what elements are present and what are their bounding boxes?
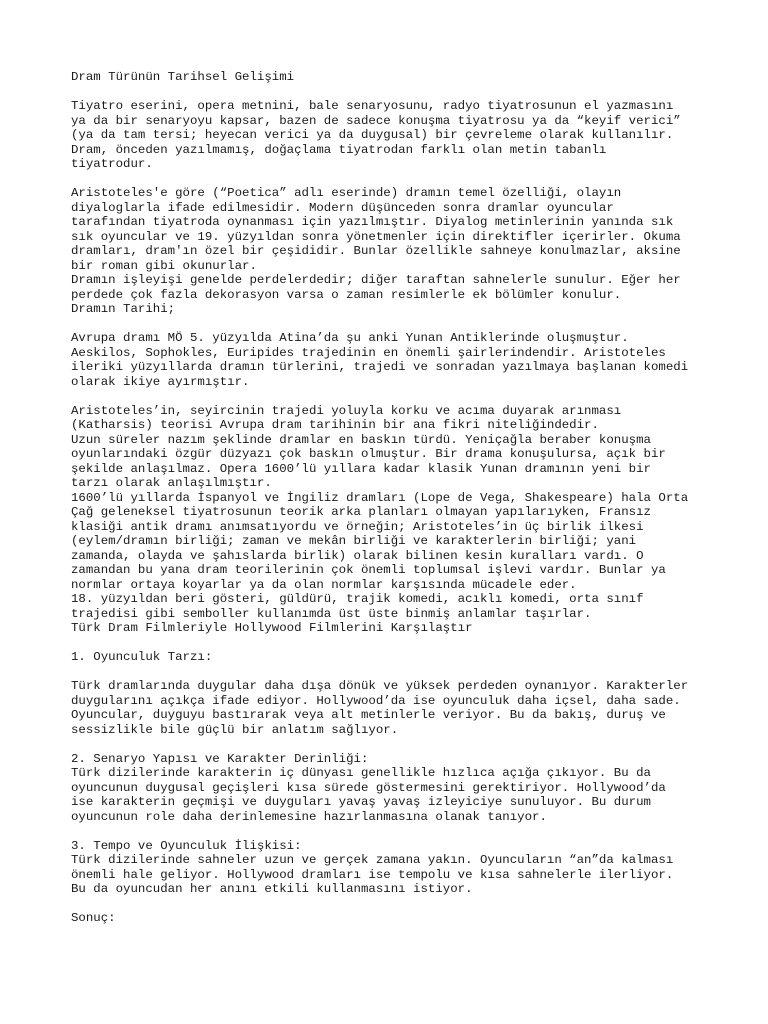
text-line: trajedisi gibi semboller kullanımda üst üste binmiş anlamlar taşırlar.: [71, 606, 592, 621]
text-line: Türk dizilerinde sahneler uzun ve gerçek zamana yakın. Oyuncuların “an”da kalması: [71, 853, 674, 867]
text-line: normlar ortaya koyarlar ya da olan normlar karşısında mücadele eder.: [71, 577, 577, 592]
text-line: zamandan bu yana dram teorilerinin çok önemli toplumsal işlevi vardır. Bunlar ya: [71, 563, 666, 577]
text-line: zamanda, olayda ve şahıslarda birlik) olarak bilinen kesin kuralları vardı. O: [71, 548, 644, 563]
text-line: 1. Oyunculuk Tarzı:: [71, 650, 213, 664]
text-line: 1600’lü yıllarda İspanyol ve İngiliz dramları (Lope de Vega, Shakespeare) hala Orta: [71, 490, 689, 505]
document-body: [71, 99, 731, 926]
document-title-block: [71, 70, 731, 85]
text-line: Dramın işleyişi genelde perdelerdedir; diğer taraftan sahnelerle sunulur. Eğer her: [71, 273, 681, 287]
text-line: 18. yüzyıldan beri gösteri, güldürü, trajik komedi, acıklı komedi, orta sınıf: [71, 592, 644, 606]
paragraph: [71, 911, 731, 926]
text-line: Sonuç:: [71, 911, 116, 925]
text-line: dramları, dram'ın özel bir çeşididir. Bunlar özellikle sahneye konulmazlar, aksine: [71, 244, 681, 258]
text-line: duygularını açıkça ifade ediyor. Hollywood’da ise oyunculuk daha içsel, daha sade.: [71, 693, 681, 708]
text-line: oyuncunun duygusal geçişleri kısa sürede göstermesini gerektiriyor. Hollywood’da: [71, 780, 666, 795]
text-line: 2. Senaryo Yapısı ve Karakter Derinliği:: [71, 751, 369, 766]
text-line: Oyuncular, duyguyu bastırarak veya alt metinlerle veriyor. Bu da bakış, duruş ve: [71, 708, 666, 722]
document-title: Dram Türünün Tarihsel Gelişimi: [71, 70, 295, 84]
text-line: Aristoteles'e göre (“Poetica” adlı eserinde) dramın temel özelliği, olayın: [71, 186, 622, 200]
text-line: klasiği antik dramı anımsatıyordu ve örneğin; Aristoteles’in üç birlik ilkesi: [71, 519, 644, 534]
text-line: Aristoteles’in, seyircinin trajedi yoluyla korku ve acıma duyarak arınması: [71, 403, 622, 418]
paragraph: [71, 839, 731, 897]
text-line: ise karakterin geçmişi ve duyguları yavaş yavaş izleyiciye sunuluyor. Bu durum: [71, 795, 651, 809]
text-line: (ya da tam tersi; heyecan verici ya da duygusal) bir çevreleme olarak kullanılır.: [71, 128, 674, 142]
text-line: sessizlikle bile güçlü bir anlatım sağlıyor.: [71, 722, 399, 737]
text-line: bir roman gibi okunurlar.: [71, 258, 257, 273]
text-line: Bu da oyuncudan her anını etkili kullanmasını istiyor.: [71, 882, 473, 896]
text-line: Dramın Tarihi;: [71, 302, 176, 316]
paragraph: [71, 650, 731, 665]
text-line: perdede çok fazla dekorasyon varsa o zaman resimlerle ek bölümler konulur.: [71, 287, 622, 302]
text-line: oyunlarındaki özgür düzyazı çok baskın olmuştur. Bir drama konuşulursa, açık bir: [71, 447, 666, 461]
text-line: önemli hale geliyor. Hollywood dramları ise tempolu ve kısa sahnelerle ilerliyor.: [71, 867, 674, 882]
text-line: tarafından tiyatroda oynanması için yazılmıştır. Diyalog metinlerinin yanında sık: [71, 215, 674, 229]
text-line: ya da bir senaryoyu kapsar, bazen de sadece konuşma tiyatrosu ya da “keyif verici”: [71, 113, 681, 128]
text-line: (eylem/dramın birliği; zaman ve mekân birliği ve karakterlerin birliği; yani: [71, 534, 637, 548]
paragraph: [71, 331, 731, 389]
text-line: tiyatrodur.: [71, 157, 153, 171]
text-line: Türk dizilerinde karakterin iç dünyası genellikle hızlıca açığa çıkıyor. Bu da: [71, 766, 651, 780]
paragraph: [71, 99, 731, 172]
text-line: Tiyatro eserini, opera metnini, bale senaryosunu, radyo tiyatrosunun el yazmasını: [71, 99, 674, 113]
text-line: 3. Tempo ve Oyunculuk İlişkisi:: [71, 838, 302, 853]
text-line: Çağ geleneksel tiyatrosunun teorik arka planları olmayan yapılarıyken, Fransız: [71, 505, 651, 519]
text-line: oyuncunun role daha derinlemesine hazırlanmasına olanak tanıyor.: [71, 809, 547, 824]
text-line: Avrupa dramı MÖ 5. yüzyılda Atina’da şu anki Yunan Antiklerinde oluşmuştur.: [71, 331, 629, 345]
text-line: (Katharsis) teorisi Avrupa dram tarihinin bir ana fikri niteliğindedir.: [71, 418, 599, 432]
text-line: Aeskilos, Sophokles, Euripides trajedinin en önemli şairlerindendir. Aristoteles: [71, 345, 666, 360]
text-line: Türk dramlarında duygular daha dışa dönük ve yüksek perdeden oynanıyor. Karakterler: [71, 679, 689, 693]
paragraph: [71, 186, 731, 317]
paragraph: [71, 679, 731, 737]
text-line: Uzun süreler nazım şeklinde dramlar en baskın türdü. Yeniçağla beraber konuşma: [71, 432, 651, 447]
text-line: diyaloglarla ifade edilmesidir. Modern düşünceden sonra dramlar oyuncular: [71, 200, 614, 215]
text-line: tarzı olarak anlaşılmıştır.: [71, 476, 272, 490]
text-line: Türk Dram Filmleriyle Hollywood Filmlerini Karşılaştır: [71, 621, 473, 635]
paragraph: [71, 752, 731, 825]
text-line: Dram, önceden yazılmamış, doğaçlama tiyatrodan farklı olan metin tabanlı: [71, 142, 607, 157]
paragraph: [71, 404, 731, 636]
text-line: sık oyuncular ve 19. yüzyıldan sonra yönetmenler için direktifler içerirler. Okuma: [71, 229, 681, 244]
text-line: olarak ikiye ayırmıştır.: [71, 374, 250, 389]
text-line: ileriki yüzyıllarda dramın türlerini, trajedi ve sonradan yazılmaya başlanan komedi: [71, 360, 689, 374]
document-page: [71, 70, 731, 940]
text-line: şekilde anlaşılmaz. Opera 1600’lü yıllara kadar klasik Yunan dramının yeni bir: [71, 461, 651, 476]
